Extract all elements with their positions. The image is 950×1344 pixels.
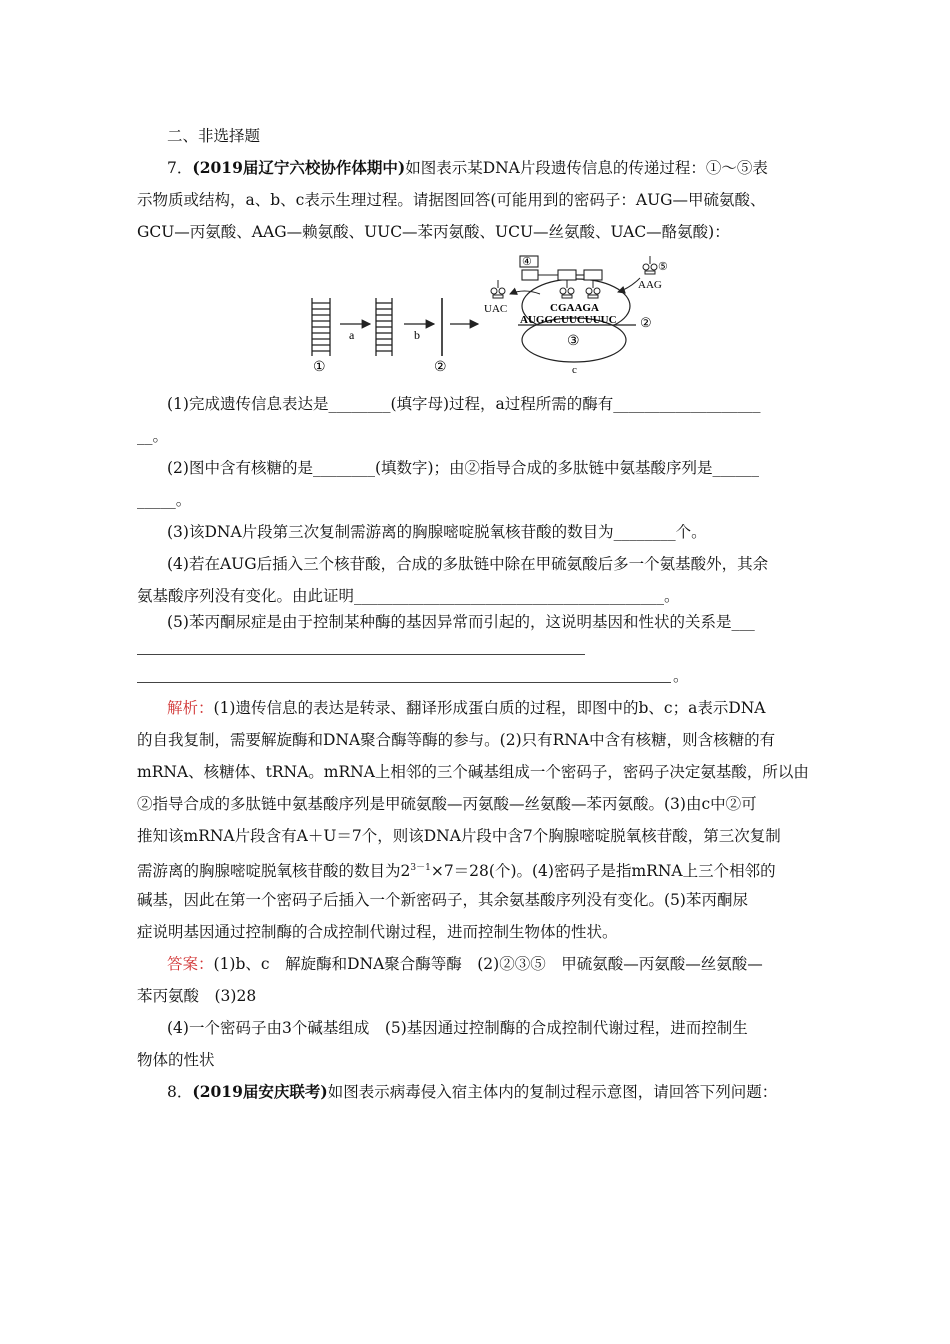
analysis-line-2: 的自我复制，需要解旋酶和DNA聚合酶等酶的参与。(2)只有RNA中含有核糖，则含核糖的有 <box>137 731 776 749</box>
answer-line-1 <box>167 954 817 974</box>
analysis-text: ×7＝28(个)。(4)密码子是指mRNA上三个相邻的 <box>430 862 776 881</box>
anticodon-right: AAG <box>638 279 662 291</box>
trna-right <box>643 256 657 274</box>
label-2a: ② <box>434 360 447 375</box>
sub-question-3: (3)该DNA片段第三次复制需游离的胸腺嘧啶脱氧核苷酸的数目为________个。 <box>167 523 707 541</box>
trna-bases: CGAAGA <box>550 302 599 314</box>
analysis-line-8: 症说明基因通过控制酶的合成控制代谢过程，进而控制生物体的性状。 <box>137 923 618 941</box>
question-number: 8． <box>167 1083 193 1101</box>
analysis-label: 解析： <box>167 699 214 717</box>
sub-question-1-line-1: (1)完成遗传信息表达是________(填字母)过程，a过程所需的酶有___________________ <box>167 395 761 413</box>
sub-question-1-line-2: __。 <box>137 427 169 445</box>
section-title: 二、非选择题 <box>167 127 261 145</box>
dna-ladder-2 <box>376 298 392 356</box>
answer-label: 答案： <box>167 955 214 973</box>
answer-blank-line-1 <box>137 654 585 655</box>
analysis-text: (1)遗传信息的表达是转录、翻译形成蛋白质的过程，即图中的b、c；a表示DNA <box>213 699 766 717</box>
analysis-line-7: 碱基，因此在第一个密码子后插入一个新密码子，其余氨基酸序列没有变化。(5)苯丙酮尿 <box>137 891 748 909</box>
stem-text: 如图表示病毒侵入宿主体内的复制过程示意图，请回答下列问题： <box>327 1083 778 1101</box>
answer-blank-line-2 <box>137 682 671 683</box>
question-7-stem-line-2: 示物质或结构，a、b、c表示生理过程。请据图回答(可能用到的密码子：AUG—甲硫氨酸、 <box>137 191 766 209</box>
label-2b: ② <box>640 315 652 330</box>
label-1: ① <box>313 360 326 375</box>
trna-left <box>491 280 505 298</box>
label-3: ③ <box>567 334 580 349</box>
dna-transfer-figure <box>300 248 670 380</box>
mrna-sequence: AUGGCUUCUUUC <box>520 314 617 326</box>
question-7-stem-line-3: GCU—丙氨酸、AAG—赖氨酸、UUC—苯丙氨酸、UCU—丝氨酸、UAC—酪氨酸)： <box>137 223 730 241</box>
question-8-stem <box>167 1082 817 1102</box>
answer-line-2: 苯丙氨酸 (3)28 <box>137 987 257 1005</box>
answer-line-3: (4)一个密码子由3个碱基组成 (5)基因通过控制酶的合成控制代谢过程，进而控制生 <box>167 1019 748 1037</box>
label-5: ⑤ <box>658 261 668 273</box>
sub-question-5-line-1: (5)苯丙酮尿症是由于控制某种酶的基因异常而引起的，这说明基因和性状的关系是___ <box>167 613 755 631</box>
arrow-label-a: a <box>349 328 355 342</box>
anticodon-left: UAC <box>484 303 508 315</box>
question-7-stem-line-1 <box>167 158 817 178</box>
analysis-line-5: 推知该mRNA片段含有A＋U＝7个，则该DNA片段中含7个胸腺嘧啶脱氧核苷酸，第三次复制 <box>137 827 781 845</box>
question-source: (2019届辽宁六校协作体期中) <box>192 158 406 177</box>
arrow-label-b: b <box>414 328 420 342</box>
analysis-line-4: ②指导合成的多肽链中氨基酸序列是甲硫氨酸—丙氨酸—丝氨酸—苯丙氨酸。(3)由c中②可 <box>137 795 757 813</box>
answer-line-4: 物体的性状 <box>137 1051 215 1069</box>
sub-question-5-end: 。 <box>673 667 689 685</box>
exponent: 3－1 <box>410 863 431 873</box>
sub-question-4-line-2: 氨基酸序列没有变化。由此证明________________________________________。 <box>137 587 680 605</box>
sub-question-2-line-1: (2)图中含有核糖的是________(填数字)；由②指导合成的多肽链中氨基酸序列是______ <box>167 459 760 477</box>
question-source: (2019届安庆联考) <box>192 1082 328 1101</box>
label-4: ④ <box>522 256 532 268</box>
analysis-line-6 <box>137 858 817 881</box>
arrow-label-c: c <box>572 364 577 376</box>
analysis-line-1 <box>167 698 817 718</box>
stem-text: 如图表示某DNA片段遗传信息的传递过程：①～⑤表 <box>405 159 768 177</box>
analysis-text: 需游离的胸腺嘧啶脱氧核苷酸的数目为2 <box>137 862 411 881</box>
answer-text: (1)b、c 解旋酶和DNA聚合酶等酶 (2)②③⑤ 甲硫氨酸—丙氨酸—丝氨酸— <box>213 955 763 973</box>
dna-ladder-1 <box>312 298 330 356</box>
sub-question-4-line-1: (4)若在AUG后插入三个核苷酸，合成的多肽链中除在甲硫氨酸后多一个氨基酸外，其余 <box>167 555 769 573</box>
sub-question-2-line-2: _____。 <box>137 491 192 509</box>
question-number: 7． <box>167 159 193 177</box>
analysis-line-3: mRNA、核糖体、tRNA。mRNA上相邻的三个碱基组成一个密码子，密码子决定氨基酸，所以由 <box>137 763 809 781</box>
